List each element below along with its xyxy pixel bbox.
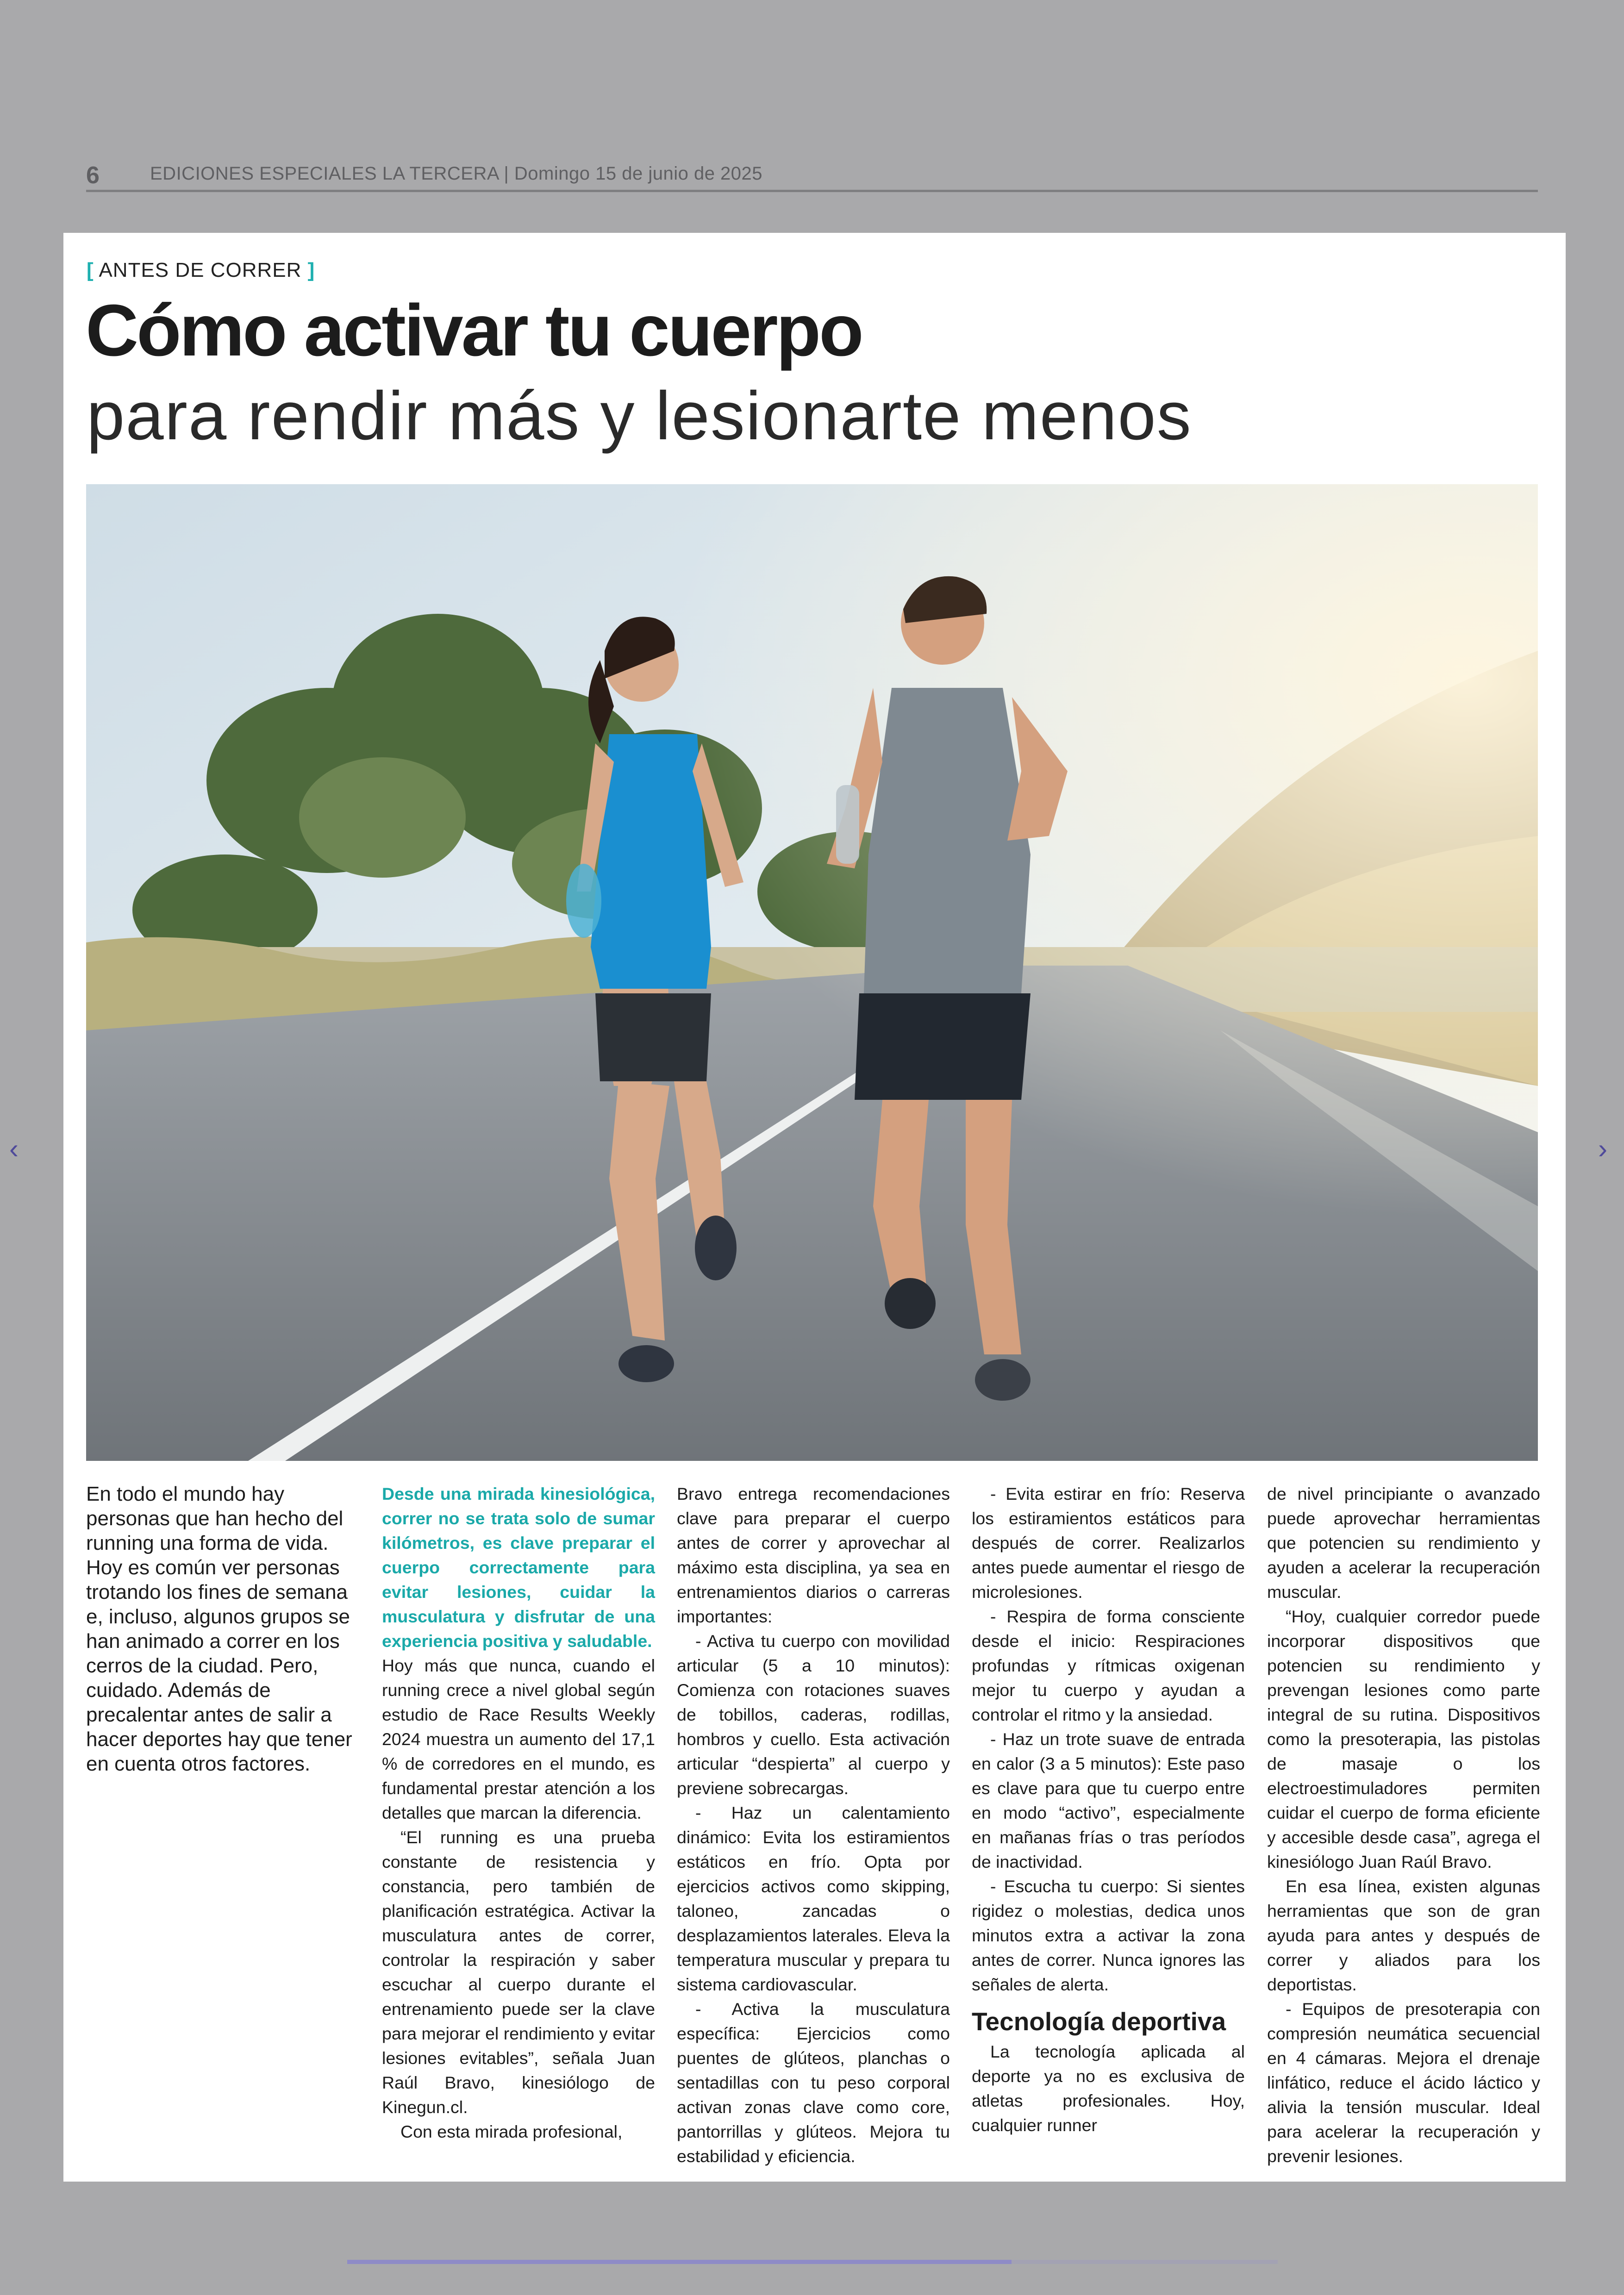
page-scrollbar[interactable]: [347, 2260, 1278, 2264]
tip-item: - Activa tu cuerpo con movilidad articular (5 a 10 minutos): Comienza con rotaciones suaves de tobillos, caderas, rodillas, hombros y cuello. Esta activación articular “despierta” al cuerpo y previene sobrecargas.: [677, 1631, 950, 1798]
previous-page-icon[interactable]: ‹: [9, 1133, 19, 1164]
paragraph-context: Hoy más que nunca, cuando el running crece a nivel global según estudio de Race Results Weekly 2024 muestra un aumento del 17,1 % de corredores en el mundo, es fundamental prestar atención a los detalles que marcan la diferencia.: [382, 1656, 655, 1822]
tip-item: - Haz un calentamiento dinámico: Evita los estiramientos estáticos en frío. Opta por ejercicios activos como skipping, taloneo, zancadas o desplazamientos laterales. Eleva la temperatura muscular y prepara tu sistema cardiovascular.: [677, 1803, 950, 1994]
kicker-bracket-close: ]: [307, 259, 315, 281]
article-subheadline: para rendir más y lesionarte menos: [87, 378, 1192, 454]
article-lead: Desde una mirada kinesiológica, correr no se trata solo de sumar kilómetros, es clave preparar el cuerpo correctamente para evitar lesiones, cuidar la musculatura y disfrutar de una experiencia positiva y saludable.: [382, 1484, 655, 1651]
paragraph-quote: “El running es una prueba constante de resistencia y constancia, pero también de planificación estratégica. Activar la musculatura antes de correr, controlar la respiración y saber escuchar al cuerpo durante el entrenamiento puede ser la clave para mejorar el rendimiento y evitar lesiones evitables”, señala Juan Raúl Bravo, kinesiólogo de Kinegun.cl.: [382, 1827, 655, 2117]
tip-item: - Respira de forma consciente desde el inicio: Respiraciones profundas y rítmicas oxigenan mejor tu cuerpo y ayudan a controlar el ritmo y la ansiedad.: [972, 1607, 1245, 1724]
page-header: [86, 160, 1538, 192]
column-5: [1267, 1482, 1540, 2169]
tech-subheading: Tecnología deportiva: [972, 2007, 1226, 2036]
tip-item: - Haz un trote suave de entrada en calor (3 a 5 minutos): Este paso es clave para que tu cuerpo entre en modo “activo”, especialmente en mañanas frías o tras períodos de inactividad.: [972, 1729, 1245, 1871]
running-head: EDICIONES ESPECIALES LA TERCERA | Domingo 15 de junio de 2025: [150, 163, 763, 184]
paragraph-tech: La tecnología aplicada al deporte ya no es exclusiva de atletas profesionales. Hoy, cualquier runner: [972, 2042, 1245, 2135]
article-headline: Cómo activar tu cuerpo: [86, 290, 862, 371]
newspaper-page: [63, 233, 1566, 2182]
section-kicker: [87, 259, 315, 282]
paragraph-quote-2: “Hoy, cualquier corredor puede incorporar dispositivos que potencien su rendimiento y prevengan lesiones como parte integral de su rutina. Dispositivos como la presoterapia, las pistolas de masaje o los electroestimuladores permiten cuidar el cuerpo de forma eficiente y accesible desde casa”, agrega el kinesiólogo Juan Raúl Bravo.: [1267, 1607, 1540, 1871]
scrollbar-thumb[interactable]: [347, 2260, 1012, 2264]
next-page-icon[interactable]: ›: [1598, 1133, 1607, 1164]
paragraph-tech-continued: de nivel principiante o avanzado puede aprovechar herramientas que potencien su rendimiento y ayuden a acelerar la recuperación muscular.: [1267, 1484, 1540, 1602]
tip-item: - Escucha tu cuerpo: Si sientes rigidez o molestias, dedica unos minutos extra a activar la zona antes de correr. Nunca ignores las señales de alerta.: [972, 1877, 1245, 1994]
sidebar-intro: En todo el mundo hay personas que han hecho del running una forma de vida. Hoy es común ver personas trotando los fines de semana e, incluso, algunos grupos se han animado a correr en los cerros de la ciudad. Pero, cuidado. Además de precalentar antes de salir a hacer deportes hay que tener en cuenta otros factores.: [86, 1483, 352, 1775]
tip-item: - Activa la musculatura específica: Ejercicios como puentes de glúteos, planchas o sentadillas con tu peso corporal activan zonas clave como core, pantorrillas y glúteos. Mejora tu estabilidad y eficiencia.: [677, 1999, 950, 2166]
sidebar-intro-column: [86, 1482, 359, 1776]
kicker-bracket-open: [: [87, 259, 94, 281]
paragraph-tools-intro: En esa línea, existen algunas herramientas que son de gran ayuda para antes y después de correr y aliados para los deportistas.: [1267, 1877, 1540, 1994]
tool-item: - Equipos de presoterapia con compresión neumática secuencial en 4 cámaras. Mejora el drenaje linfático, reduce el ácido láctico y alivia la tensión muscular. Ideal para acelerar la recuperación y prevenir lesiones.: [1267, 1999, 1540, 2166]
kicker-label: ANTES DE CORRER: [99, 259, 302, 281]
page-number: 6: [86, 162, 100, 189]
paragraph-recommendations-intro: Bravo entrega recomendaciones clave para preparar el cuerpo antes de correr y aprovechar al máximo esta disciplina, ya sea en entrenamientos diarios o carreras importantes:: [677, 1484, 950, 1626]
paragraph-continues: Con esta mirada profesional,: [400, 2122, 623, 2141]
column-3: [677, 1482, 950, 2169]
column-4: [972, 1482, 1245, 2138]
column-2: [382, 1482, 655, 2144]
runners-photo: [86, 484, 1538, 1461]
tip-item: - Evita estirar en frío: Reserva los estiramientos estáticos para después de correr. Realizarlos antes puede aumentar el riesgo de microlesiones.: [972, 1484, 1245, 1602]
